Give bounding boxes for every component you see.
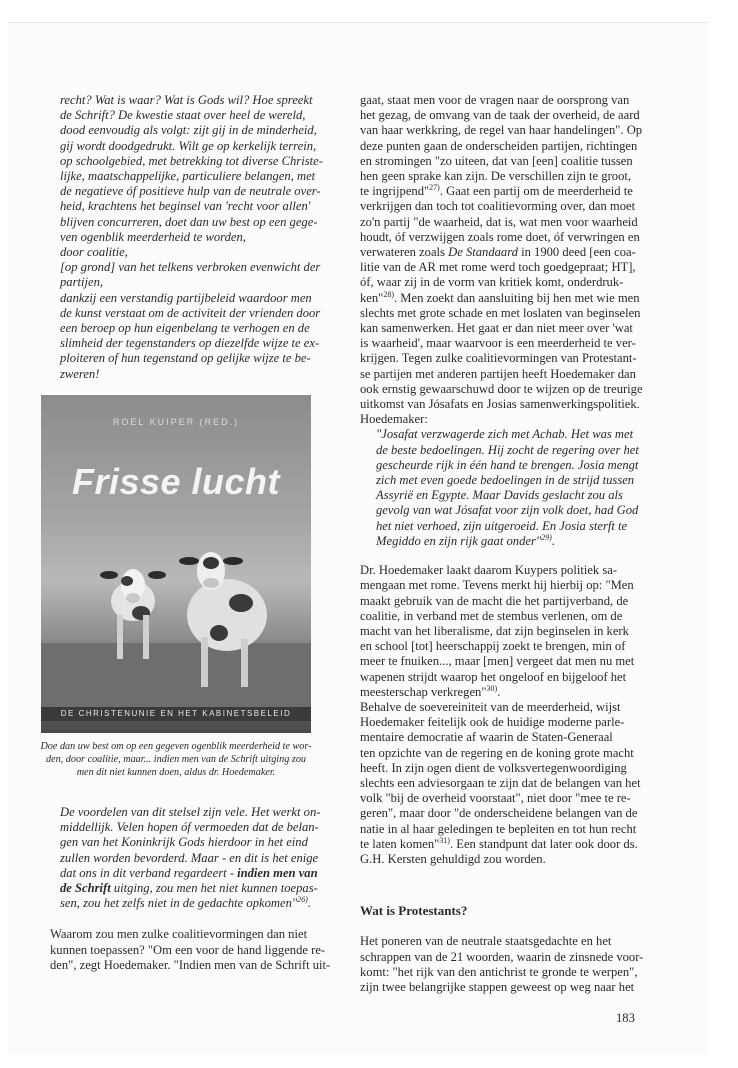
text-line: zweren! <box>60 366 100 381</box>
text-span: . Men zoekt dan aansluiting bij hen met wie men <box>394 290 640 305</box>
text-line: den", zegt Hoedemaker. "Indien men van de Schrift uit- <box>50 957 331 972</box>
text-line: Dr. Hoedemaker laakt daarom Kuypers politiek sa- <box>360 563 618 578</box>
footnote-ref: 29) <box>541 532 552 542</box>
right-paragraph-1 <box>360 93 666 427</box>
text-line: hen geen sprake kan zijn. De verschillen zijn te groot, <box>360 169 632 184</box>
text-line: het niet verhoed, zijn uitgeroeid. En Josia sterft te <box>376 518 628 533</box>
text-line: houdt, óf verzwijgen zoals rome doet, óf verwringen en <box>360 229 640 244</box>
text-line <box>60 896 340 911</box>
caption-line: Doe dan uw best om op een gegeven ogenblik meerderheid te wor- <box>40 741 312 752</box>
text-line: de Schrift? De kwestie staat over heel de wereld, <box>60 108 306 123</box>
text-line: Hoedemaker: <box>360 412 428 427</box>
text-span: sen, zou het zelfs niet in de gedachte opkomen" <box>60 896 298 911</box>
cover-subtitle-band: DE CHRISTENUNIE EN HET KABINETSBELEID <box>41 707 311 721</box>
cover-author: ROEL KUIPER (RED.) <box>112 417 240 427</box>
text-line: macht van het liberalisme, dat zijn beginselen in kerk <box>360 623 629 638</box>
text-line: gaat, staat men voor de vragen naar de oorsprong van <box>360 93 630 107</box>
text-line: op schoolgebied, met betrekking tot diverse Christe- <box>60 153 323 168</box>
text-line: geren", maar door "de onderscheidene belangen van de <box>360 806 638 821</box>
text-line: natie in al haar geledingen te bepleiten en tot hun recht <box>360 821 637 836</box>
caption-line: den, door coalitie, maar... indien men van de Schrift uitging zou <box>45 754 307 766</box>
text-line: de negatieve óf positieve hulp van de neutrale over- <box>60 184 321 199</box>
text-line: kan samenwerken. Het gaat er dan niet meer over 'wat <box>360 321 633 336</box>
text-line: mentaire democratie af waarin de Staten-Generaal <box>360 730 613 745</box>
text-line <box>376 534 666 549</box>
text-line: [op grond] van het telkens verbroken evenwicht der <box>60 260 321 275</box>
text-line: uitkomst van Jósafats en Josias samenwerkingspolitiek. <box>360 397 640 412</box>
text-line <box>360 291 666 306</box>
italic-title: De Standaard <box>448 245 518 260</box>
text-line: komt: "het rijk van den antichrist te gronde te werpen", <box>360 964 638 979</box>
text-line: slechts met grote schade en met loslaten van beginselen <box>360 305 641 320</box>
text-line: heeft. In zijn ogen dient de volksvertegenwoordiging <box>360 760 627 775</box>
text-line: het gezag, de omvang van de taak der overheid, de aard <box>360 108 640 123</box>
text-line: ven ogenblik meerderheid te worden, <box>60 229 246 244</box>
text-line: lijke, maatschappelijke, particuliere belangen, met <box>60 169 316 184</box>
text-line: Behalve de soevereiniteit van de meerderheid, wijst <box>360 699 621 714</box>
caption-line: men dit niet kunnen doen, aldus dr. Hoedemaker. <box>76 767 276 779</box>
text-line: de beste bedoelingen. Hij zocht de regering over het <box>376 442 639 457</box>
cover-title: Frisse lucht <box>71 461 281 502</box>
text-line: een beroep op hun eigenbelang te verhogen en de <box>60 321 310 336</box>
text-span: verwateren zoals <box>360 245 449 260</box>
footnote-ref: 26) <box>297 895 308 905</box>
text-line: "Josafat verzwagerde zich met Achab. Het was met <box>376 427 634 442</box>
text-line: schrappen van de 21 woorden, waarin de zinsnede voor- <box>360 949 644 964</box>
text-line: recht? Wat is waar? Wat is Gods wil? Hoe spreekt <box>60 93 313 107</box>
bold-emphasis: indien men van <box>237 865 318 880</box>
right-paragraph-2 <box>360 563 666 867</box>
text-line: krijgen. Tegen zulke coalitievormingen van Protestant- <box>360 351 637 366</box>
text-line: gen van het Koninkrijk Gods hierdoor in het eind <box>60 835 308 850</box>
text-line: dood eenvoudig als volgt: zijt gij in de minderheid, <box>60 123 317 138</box>
right-column <box>360 93 666 995</box>
text-line: ten opzichte van de regering en de koning grote macht <box>360 745 634 760</box>
text-line: óf, waar zij in de vorm van kritiek komt, onderdruk- <box>360 275 624 290</box>
right-paragraph-3 <box>360 934 666 995</box>
text-line: verkrijgen dan toch tot coalitievorming over, dan moet <box>360 199 636 214</box>
text-line: wapenen strijdt waarop het ongeloof en bijgeloof het <box>360 669 627 684</box>
text-line: heid, krachtens het beginsel van 'recht voor allen' <box>60 199 311 214</box>
text-line: kunnen toepassen? "Om een voor de hand liggende re- <box>50 942 326 957</box>
text-line: se partijen met anderen partijen heeft Hoedemaker dan <box>360 366 636 381</box>
text-line: slimheid der tegenstanders op diezelfde wijze te ex- <box>60 336 320 351</box>
text-line: deze punten gaan de onderscheiden partijen, richtingen <box>360 138 638 153</box>
text-line: Waarom zou men zulke coalitievormingen dan niet <box>50 927 308 942</box>
text-line: maakt gebruik van de macht die het partijverband, de <box>360 593 629 608</box>
text-line: gevolg van wat Jósafat voor zijn volk doet, had God <box>376 503 639 518</box>
text-line: gij wordt doodgedrukt. Wilt ge op kerkelijk terrein, <box>60 138 317 153</box>
text-line <box>360 245 666 260</box>
section-heading: Wat is Protestants? <box>360 903 468 919</box>
text-line: ploiteren of hun tegenstand op gelijke wijze te be- <box>60 351 311 366</box>
left-column-top <box>50 93 340 382</box>
text-span: Megiddo en zijn rijk gaat onder" <box>376 533 542 548</box>
text-line: middellijk. Velen hopen óf vermoeden dat de belan- <box>60 820 319 835</box>
text-line <box>360 837 666 852</box>
text-span: . <box>497 684 501 699</box>
text-span: te ingrijpend" <box>360 184 430 199</box>
text-line: G.H. Kersten gehuldigd zou worden. <box>360 851 546 866</box>
text-line: litie van de AR met rome werd toch goedgepraat; HT], <box>360 260 636 275</box>
text-span: meesterschap verkregen" <box>360 684 487 699</box>
text-line: coalitie, in verband met de stembus verlenen, om de <box>360 608 623 623</box>
image-caption <box>40 740 312 780</box>
text-line: volk "bij de overheid voorstaat", niet door "mee te re- <box>360 791 631 806</box>
text-span: . <box>307 896 311 911</box>
text-line <box>360 685 666 700</box>
text-line: gescheurde rijk in één hand te brengen. Josia mengt <box>376 457 639 472</box>
text-line <box>360 184 666 199</box>
left-quote-bottom <box>50 805 340 911</box>
text-line: partijen, <box>60 275 104 290</box>
text-line: Hoedemaker feitelijk ook de huidige moderne parle- <box>360 715 625 730</box>
text-line: de kunst verstaat om de activiteit der vrienden door <box>60 305 321 320</box>
grass-field <box>41 643 311 707</box>
text-span: . <box>551 533 555 548</box>
text-line: van haar werkkring, de regel van haar handelingen". Op <box>360 123 643 138</box>
text-line: door coalitie, <box>60 245 128 260</box>
text-line: Assyrië en Egypte. Maar Davids geslacht zou als <box>376 488 623 503</box>
text-span: dat ons in dit verband regardeert - <box>60 865 238 880</box>
text-line: zullen worden bevorderd. Maar - en dit is het enige <box>60 850 319 865</box>
text-line: zijn twee belangrijke stappen geweest op weg naar het <box>360 979 635 994</box>
left-quote-top <box>50 93 340 382</box>
text-span: . Een standpunt dat later ook door ds. <box>449 836 638 851</box>
cows-illustration <box>41 395 311 733</box>
text-line: zo'n partij "de waarheid, dat is, wat men voor waarheid <box>360 214 638 229</box>
text-line <box>60 866 340 881</box>
footnote-ref: 31) <box>439 835 450 845</box>
footnote-ref: 27) <box>429 183 440 193</box>
text-line: ook ernstig gewaarschuwd door te wijzen op de treurige <box>360 381 643 396</box>
bold-emphasis: de Schrift <box>60 881 111 896</box>
text-line: en stromingen "zo uiteen, dat van [een] coalitie tussen <box>360 153 633 168</box>
text-line: mengaan met rome. Tevens merkt hij hierbij op: "Men <box>360 578 634 593</box>
text-span: . Gaat een partij om de meerderheid te <box>439 184 633 199</box>
text-line: slechts een adviesorgaan te zijn dat de belangen van het <box>360 775 641 790</box>
text-line: is waarheid', maar waarvoor is een meerderheid te ver- <box>360 336 636 351</box>
page <box>8 22 708 1055</box>
footnote-ref: 30) <box>486 683 498 693</box>
text-line: Het poneren van de neutrale staatsgedachte en het <box>360 934 612 949</box>
left-column-bottom <box>50 805 340 973</box>
text-line <box>60 881 340 896</box>
text-line: De voordelen van dit stelsel zijn vele. Het werkt on- <box>60 805 321 819</box>
right-quote <box>360 427 666 549</box>
text-line: en school [tot] heerschappij zoekt te brengen, min of <box>360 639 626 654</box>
text-line: zich met even goede bedoelingen in de strijd tussen <box>376 473 635 488</box>
text-line: blijven concurreren, doet dan uw best op een gege- <box>60 214 318 229</box>
text-span: te laten komen" <box>360 836 440 851</box>
text-span: in 1900 deed [een coa- <box>517 245 636 260</box>
page-number: 183 <box>616 1011 635 1025</box>
text-span: uitging, zou men het niet kunnen toepas- <box>110 881 318 896</box>
text-span: ken" <box>360 290 384 305</box>
footnote-ref: 28) <box>383 289 394 299</box>
text-line: meer te fnuiken..., maar [men] vergeet dat men nu met <box>360 654 635 669</box>
book-cover-image <box>41 395 311 733</box>
text-line: dankzij een verstandig partijbeleid waardoor men <box>60 290 312 305</box>
left-paragraph-bottom <box>50 927 340 973</box>
